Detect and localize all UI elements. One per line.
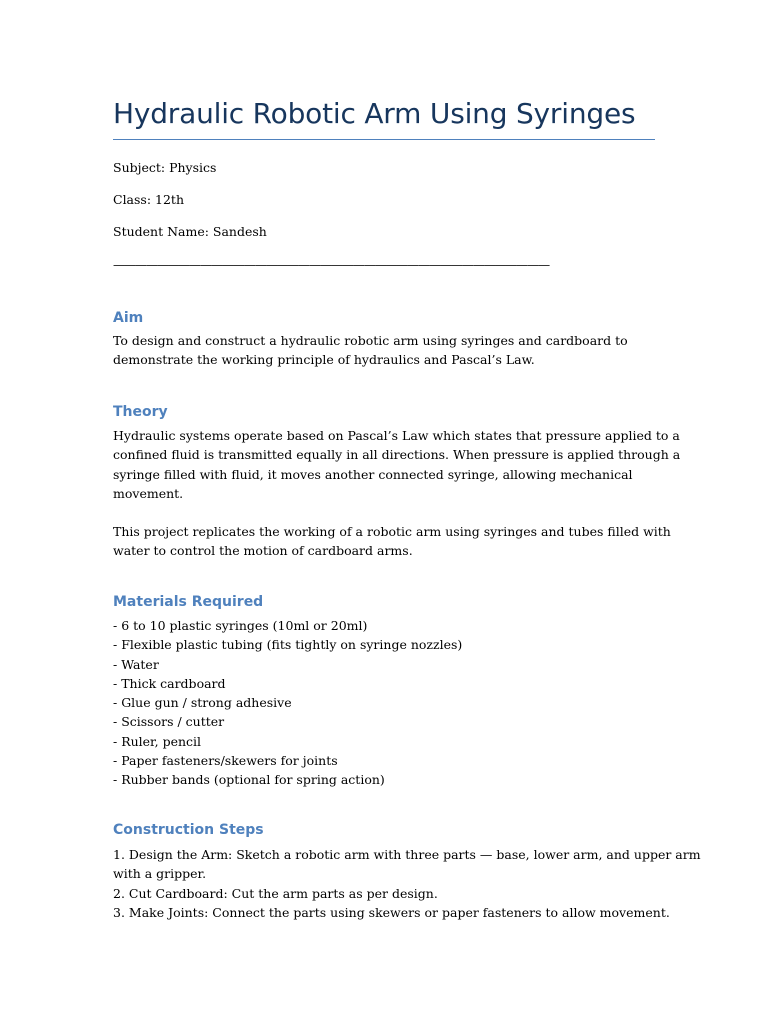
class-line: Class: 12th (113, 192, 185, 207)
construction-line: 1. Design the Arm: Sketch a robotic arm with three parts — base, lower arm, and upper arm (113, 847, 701, 862)
document-title: Hydraulic Robotic Arm Using Syringes (113, 97, 636, 130)
material-item: - Flexible plastic tubing (fits tightly on syringe nozzles) (113, 637, 463, 653)
material-item: - Water (113, 656, 159, 672)
material-item: - Rubber bands (optional for spring action) (113, 772, 385, 788)
theory-paragraph-2 (113, 522, 671, 561)
material-item: - Paper fasteners/skewers for joints (113, 753, 338, 769)
theory-line: This project replicates the working of a robotic arm using syringes and tubes filled with (113, 524, 671, 539)
theory-line: water to control the motion of cardboard arms. (113, 543, 413, 559)
construction-steps (113, 845, 701, 922)
material-item: - Scissors / cutter (113, 714, 225, 730)
aim-line: To design and construct a hydraulic robotic arm using syringes and cardboard to (113, 333, 628, 348)
material-item: - Glue gun / strong adhesive (113, 695, 292, 711)
student-name-line: Student Name: Sandesh (113, 224, 267, 239)
title-underline (113, 139, 655, 140)
material-item: - Ruler, pencil (113, 733, 202, 749)
theory-heading: Theory (113, 404, 168, 420)
material-item: - Thick cardboard (113, 675, 226, 691)
subject-line: Subject: Physics (113, 160, 217, 175)
construction-line: 2. Cut Cardboard: Cut the arm parts as per design. (113, 885, 438, 901)
materials-heading: Materials Required (113, 594, 264, 610)
construction-heading: Construction Steps (113, 822, 264, 838)
aim-paragraph (113, 331, 628, 370)
construction-line: 3. Make Joints: Connect the parts using skewers or paper fasteners to allow movement. (113, 904, 670, 920)
construction-line: with a gripper. (113, 866, 207, 882)
theory-line: syringe filled with fluid, it moves another connected syringe, allowing mechanical (113, 466, 633, 482)
separator-line: ———————————————————————————————————————— (113, 258, 550, 272)
theory-paragraph-1 (113, 426, 680, 503)
theory-line: movement. (113, 485, 184, 501)
theory-line: Hydraulic systems operate based on Pascal’s Law which states that pressure applied to a (113, 428, 680, 443)
aim-line: demonstrate the working principle of hydraulics and Pascal’s Law. (113, 352, 535, 368)
aim-heading: Aim (113, 310, 144, 326)
theory-line: confined fluid is transmitted equally in all directions. When pressure is applied through a (113, 447, 681, 463)
materials-list (113, 616, 462, 790)
material-item: - 6 to 10 plastic syringes (10ml or 20ml) (113, 618, 368, 633)
